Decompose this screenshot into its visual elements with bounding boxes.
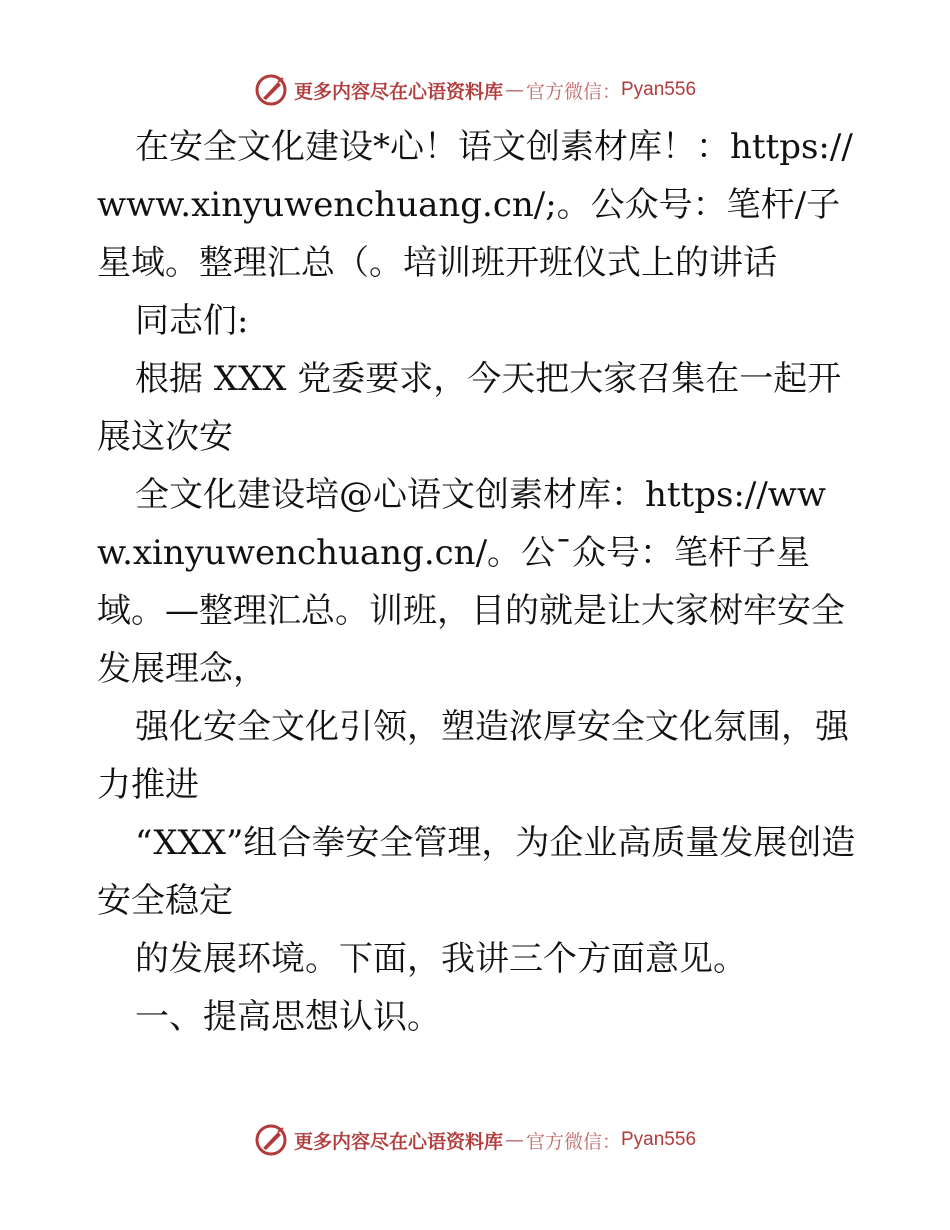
paragraph-environment: 的发展环境。下面，我讲三个方面意见。: [135, 939, 747, 979]
banner-wechat-id: Pyan556: [621, 79, 697, 100]
paragraph-purpose: 全文化建设培@心语文创素材库：https://www.xinyuwenchuang.cn/。公¯众号：笔杆子星域。—整理汇总。训班，目的就是让大家树牢安全发展理念，: [97, 475, 845, 689]
section-heading-one: 一、提高思想认识。: [135, 997, 441, 1037]
banner-separator: —: [504, 79, 524, 101]
banner-brand-text: 更多内容尽在心语资料库: [293, 1130, 503, 1153]
footer-watermark-banner: [0, 1120, 950, 1160]
banner-brand-text: 更多内容尽在心语资料库: [293, 80, 503, 103]
header-watermark-banner: [0, 70, 950, 110]
banner-wechat-label: 官方微信：: [525, 80, 621, 103]
paragraph-management: “XXX”组合拳安全管理，为企业高质量发展创造安全稳定: [97, 823, 856, 921]
paragraph-intro: 根据 XXX 党委要求，今天把大家召集在一起开展这次安: [97, 359, 842, 457]
banner-wechat-label: 官方微信：: [525, 1130, 621, 1153]
paragraph-culture: 强化安全文化引领，塑造浓厚安全文化氛围，强力推进: [97, 707, 849, 805]
paragraph-title: 在安全文化建设*心！语文创素材库！：https://www.xinyuwenchuang.cn/;。公众号：笔杆/子星域。整理汇总（。培训班开班仪式上的讲话: [97, 127, 853, 283]
quill-pen-logo-icon: [254, 1123, 288, 1157]
document-body: [97, 118, 857, 1046]
banner-wechat-id: Pyan556: [621, 1129, 697, 1150]
paragraph-salutation: 同志们:: [135, 301, 249, 341]
banner-separator: —: [504, 1129, 524, 1151]
quill-pen-logo-icon: [254, 73, 288, 107]
